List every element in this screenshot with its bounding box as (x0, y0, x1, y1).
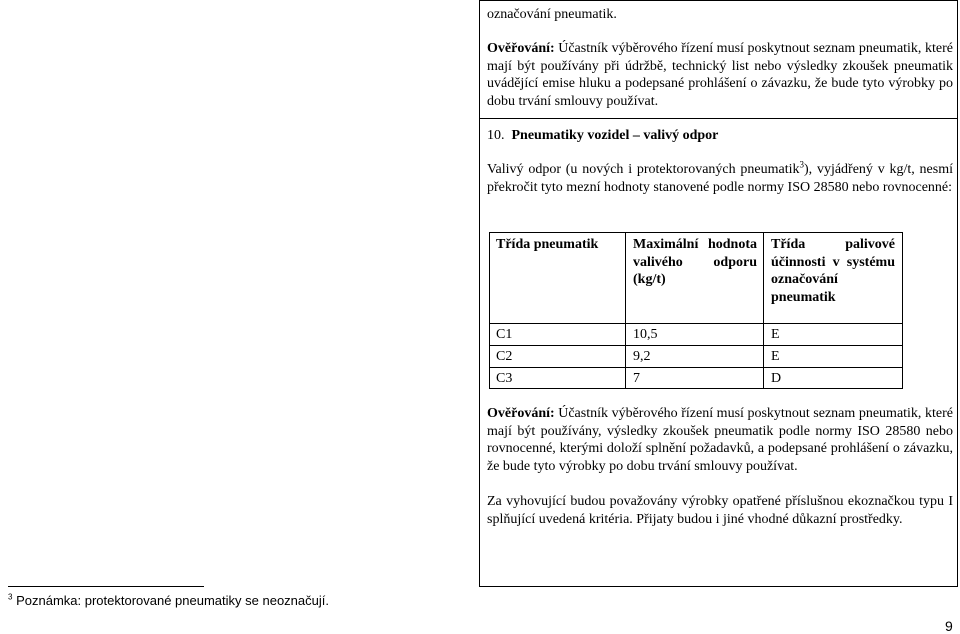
top-continuation-text: označování pneumatik. (487, 7, 617, 22)
intro-text-part1: Valivý odpor (u nových i protektorovaných pneumatik (487, 162, 800, 177)
table-header-max-value: Maximální hodnota valivého odporu (kg/t) (633, 237, 757, 287)
verification-paragraph-2 (487, 405, 953, 475)
verification-label: Ověřování: (487, 41, 555, 56)
table-cell-efficiency-class: E (771, 349, 780, 364)
table-cell-tire-class: C3 (496, 371, 513, 386)
table-cell-tire-class: C2 (496, 349, 513, 364)
section-heading (487, 128, 718, 144)
intro-paragraph (487, 161, 953, 196)
table-cell-max-value: 10,5 (633, 327, 658, 342)
footnote (8, 593, 329, 608)
table-cell-max-value: 9,2 (633, 349, 651, 364)
cell-divider (479, 118, 958, 119)
cell-bottom-border (479, 586, 958, 587)
table-row-divider-1 (489, 345, 903, 346)
verification-label: Ověřování: (487, 406, 555, 421)
section-title: Pneumatiky vozidel – valivý odpor (511, 128, 719, 143)
table-column-divider-2 (763, 232, 764, 389)
table-cell-tire-class: C1 (496, 327, 513, 342)
footnote-separator (8, 586, 204, 587)
footnote-text: Poznámka: protektorované pneumatiky se neoznačují. (16, 593, 329, 608)
closing-paragraph: Za vyhovující budou považovány výrobky opatřené příslušnou ekoznačkou typu I splňující uvedená kritéria. Přijaty budou i jiné vhodné důkazní prostředky. (487, 494, 953, 527)
footnote-reference: 3 (799, 159, 804, 170)
verification-text: Účastník výběrového řízení musí poskytnout seznam pneumatik, které mají být používány, výsledky zkoušek pneumatik podle normy ISO 28580 nebo rovnocenné, kterými doloží splnění požadavků, a podepsané prohlášení o závazku, že bude tyto výrobky po dobu trvání smlouvy používat. (487, 406, 953, 474)
page-number: 9 (945, 618, 953, 634)
table-cell-efficiency-class: D (771, 371, 782, 386)
table-cell-max-value: 7 (633, 371, 640, 386)
table-header-divider (489, 323, 903, 324)
table-header-efficiency-class: Třída palivové účinnosti v systému označování pneumatik (771, 237, 895, 305)
table-header-tire-class: Třída pneumatik (496, 237, 599, 252)
table-cell-efficiency-class: E (771, 327, 780, 342)
verification-paragraph-1 (487, 40, 953, 110)
cell-top-border (479, 0, 958, 1)
intro-text-part2: ), vyjádřený v kg/t, nesmí překročit tyto mezní hodnoty stanovené podle normy ISO 28580 nebo rovnocenné: (487, 162, 953, 195)
verification-text: Účastník výběrového řízení musí poskytnout seznam pneumatik, které mají být používány při údržbě, technický list nebo výsledky zkoušek pneumatik uvádějící emise hluku a podepsané prohlášení o závazku, že bude tyto výrobky po dobu trvání smlouvy používat. (487, 41, 953, 109)
footnote-number: 3 (8, 592, 13, 602)
section-number: 10. (487, 128, 505, 143)
table-row-divider-2 (489, 367, 903, 368)
table-column-divider-1 (625, 232, 626, 389)
